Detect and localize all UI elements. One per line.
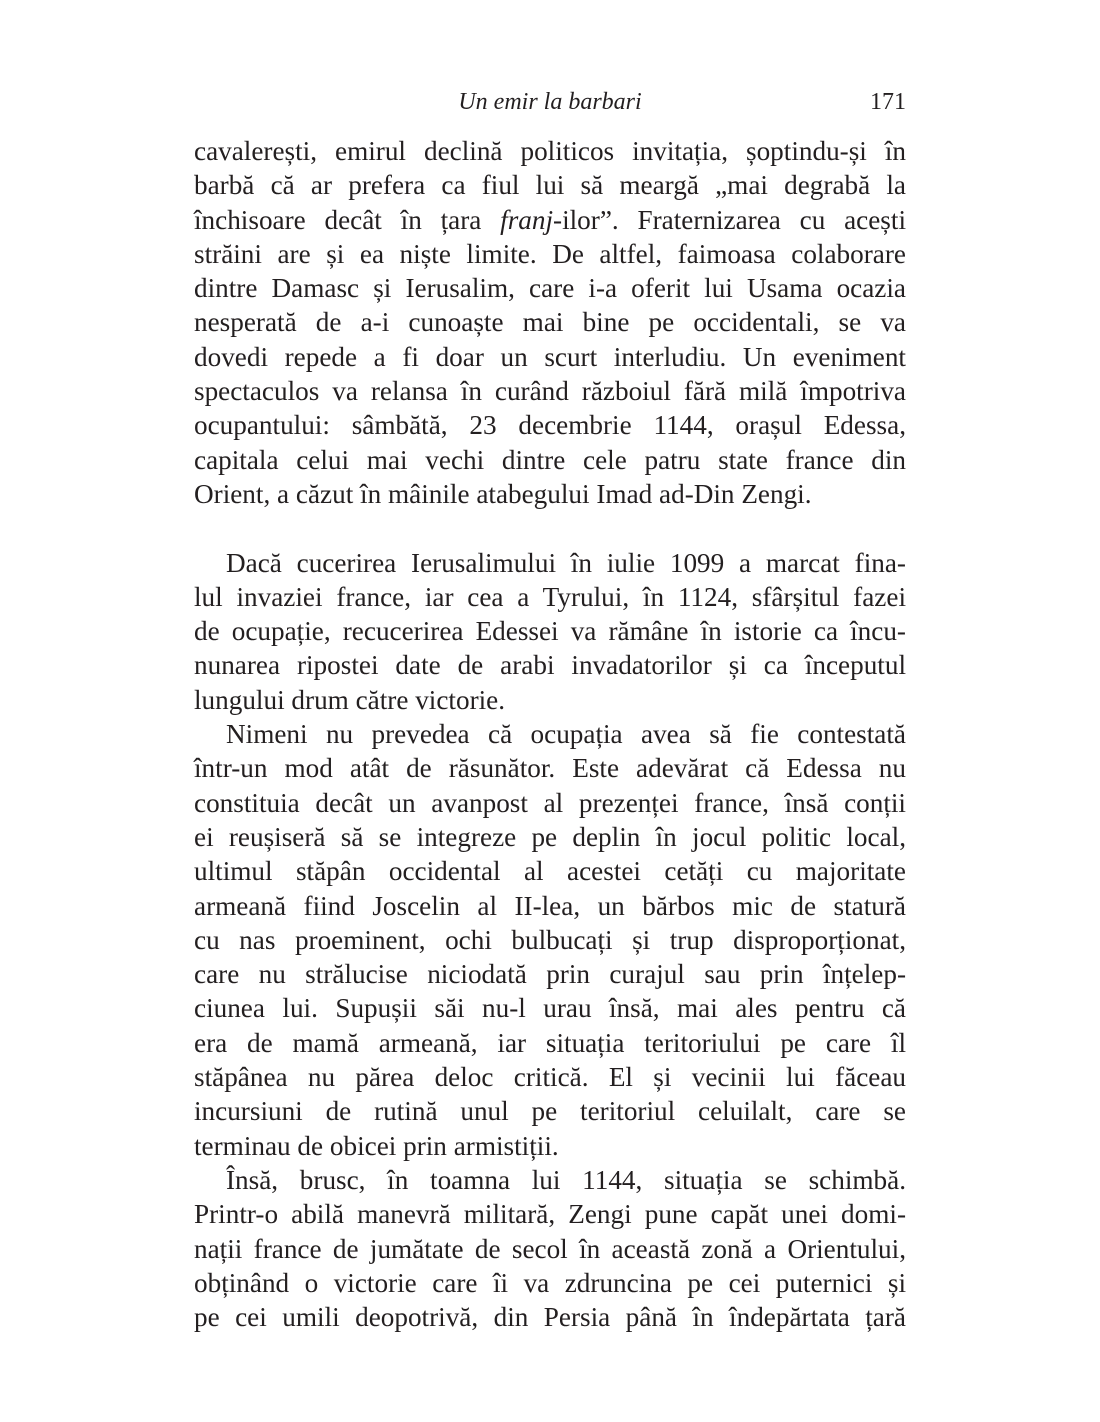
text-line: nesperată de a-i cunoaște mai bine pe occidentali, se va: [194, 307, 906, 338]
text-line: stăpânea nu părea deloc critică. El și vecinii lui făceau: [194, 1062, 906, 1093]
text-line: era de mamă armeană, iar situația teritoriului pe care îl: [194, 1027, 906, 1058]
page-number: 171: [870, 89, 906, 115]
text-line: nații france de jumătate de secol în această zonă a Orientului,: [194, 1233, 906, 1264]
text-line: terminau de obicei prin armistiții.: [194, 1130, 559, 1161]
text-line: armeană fiind Joscelin al II-lea, un bărbos mic de statură: [194, 890, 906, 921]
text-line: dintre Damasc și Ierusalim, care i-a oferit lui Usama ocazia: [194, 273, 906, 304]
paragraph-1: [194, 134, 906, 511]
text-line: dovedi repede a fi doar un scurt interludiu. Un eveniment: [194, 341, 906, 372]
text-line: spectaculos va relansa în curând războiul fără milă împotriva: [194, 376, 906, 407]
text-line: lul invaziei france, iar cea a Tyrului, în 1124, sfârșitul fazei: [194, 581, 906, 612]
section-break: [194, 511, 906, 545]
text-line: nunarea ripostei date de arabi invadatorilor și ca începutul: [194, 650, 906, 681]
text-line: Însă, brusc, în toamna lui 1144, situația se schimbă.: [226, 1164, 906, 1195]
paragraph-3: [194, 717, 906, 1163]
text-line: obținând o victorie care îi va zdruncina pe cei puternici și: [194, 1267, 906, 1298]
text-line: constituia decât un avanpost al prezenței france, însă conții: [194, 787, 906, 818]
text-line: ocupantului: sâmbătă, 23 decembrie 1144, orașul Edessa,: [194, 410, 906, 441]
text-line: Dacă cucerirea Ierusalimului în iulie 1099 a marcat fina-: [226, 547, 906, 578]
paragraph-2: [194, 546, 906, 717]
text-segment: închisoare decât în țara: [194, 204, 501, 235]
text-line: care nu strălucise niciodată prin curajul sau prin înțelep-: [194, 959, 906, 990]
text-line: într-un mod atât de răsunător. Este adevărat că Edessa nu: [194, 753, 906, 784]
text-line: cavalerești, emirul declină politicos invitația, șoptindu-și în: [194, 136, 906, 166]
text-line: de ocupație, recucerirea Edessei va rămâne în istorie ca încu-: [194, 616, 906, 647]
paragraph-4: [194, 1163, 906, 1334]
text-line: Orient, a căzut în mâinile atabegului Imad ad-Din Zengi.: [194, 478, 812, 509]
text-line: ciunea lui. Supușii săi nu-l urau însă, mai ales pentru că: [194, 993, 906, 1024]
text-line: lungului drum către victorie.: [194, 684, 506, 715]
text-line-with-italic: [194, 203, 906, 237]
italic-term: franj: [500, 204, 554, 235]
text-line: barbă că ar prefera ca fiul lui să meargă „mai degrabă la: [194, 170, 906, 201]
text-line: Nimeni nu prevedea că ocupația avea să fie contestată: [226, 719, 906, 750]
body-text: [194, 134, 906, 1334]
text-line: pe cei umili deopotrivă, din Persia până în îndepărtata țară: [194, 1302, 906, 1333]
text-line: cu nas proeminent, ochi bulbucați și trup disproporționat,: [194, 924, 906, 955]
running-title: Un emir la barbari: [458, 89, 642, 115]
text-line: străini are și ea niște limite. De altfel, faimoasa colaborare: [194, 238, 906, 269]
text-line: incursiuni de rutină unul pe teritoriul celuilalt, care se: [194, 1096, 906, 1127]
text-line: capitala celui mai vechi dintre cele patru state france din: [194, 444, 906, 475]
text-line: ultimul stăpân occidental al acestei cetăți cu majoritate: [194, 856, 906, 887]
text-segment: -ilor”. Fraternizarea cu acești: [553, 204, 906, 235]
running-head: [194, 84, 906, 120]
text-line: ei reușiseră să se integreze pe deplin în jocul politic local,: [194, 821, 906, 852]
text-line: Printr-o abilă manevră militară, Zengi pune capăt unei domi-: [194, 1199, 906, 1230]
